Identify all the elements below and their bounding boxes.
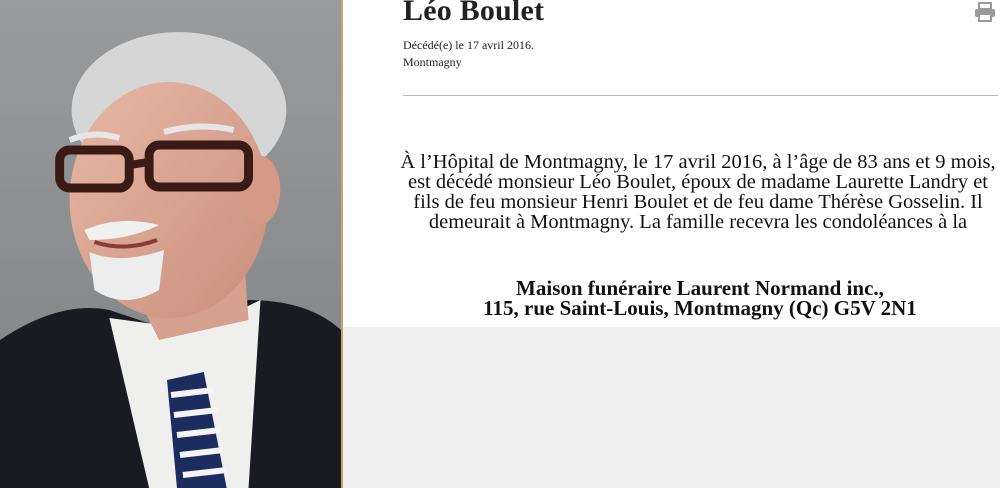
portrait-photo — [0, 0, 343, 488]
death-date: Décédé(e) le 17 avril 2016. — [403, 38, 534, 52]
city: Montmagny — [403, 55, 462, 69]
obituary-header — [403, 0, 1000, 100]
funeral-home-address — [400, 278, 1000, 318]
funeral-home-name: Maison funéraire Laurent Normand inc., — [516, 276, 884, 300]
deceased-name: Léo Boulet — [403, 0, 545, 27]
print-icon[interactable] — [974, 2, 996, 22]
header-divider — [403, 95, 998, 96]
funeral-home-street: 115, rue Saint-Louis, Montmagny (Qc) G5V 2N1 — [483, 296, 917, 320]
obituary-text: À l’Hôpital de Montmagny, le 17 avril 2016, à l’âge de 83 ans et 9 mois, est décédé monsieur Léo Boulet, époux de madame Laurette Landry et fils de feu monsieur Henri Boulet et de feu dame Thérèse Gosselin. Il demeurait à Montmagny. La famille recevra les condoléances à la — [400, 151, 996, 233]
bottom-panel — [343, 327, 1000, 488]
portrait-illustration — [0, 0, 341, 488]
